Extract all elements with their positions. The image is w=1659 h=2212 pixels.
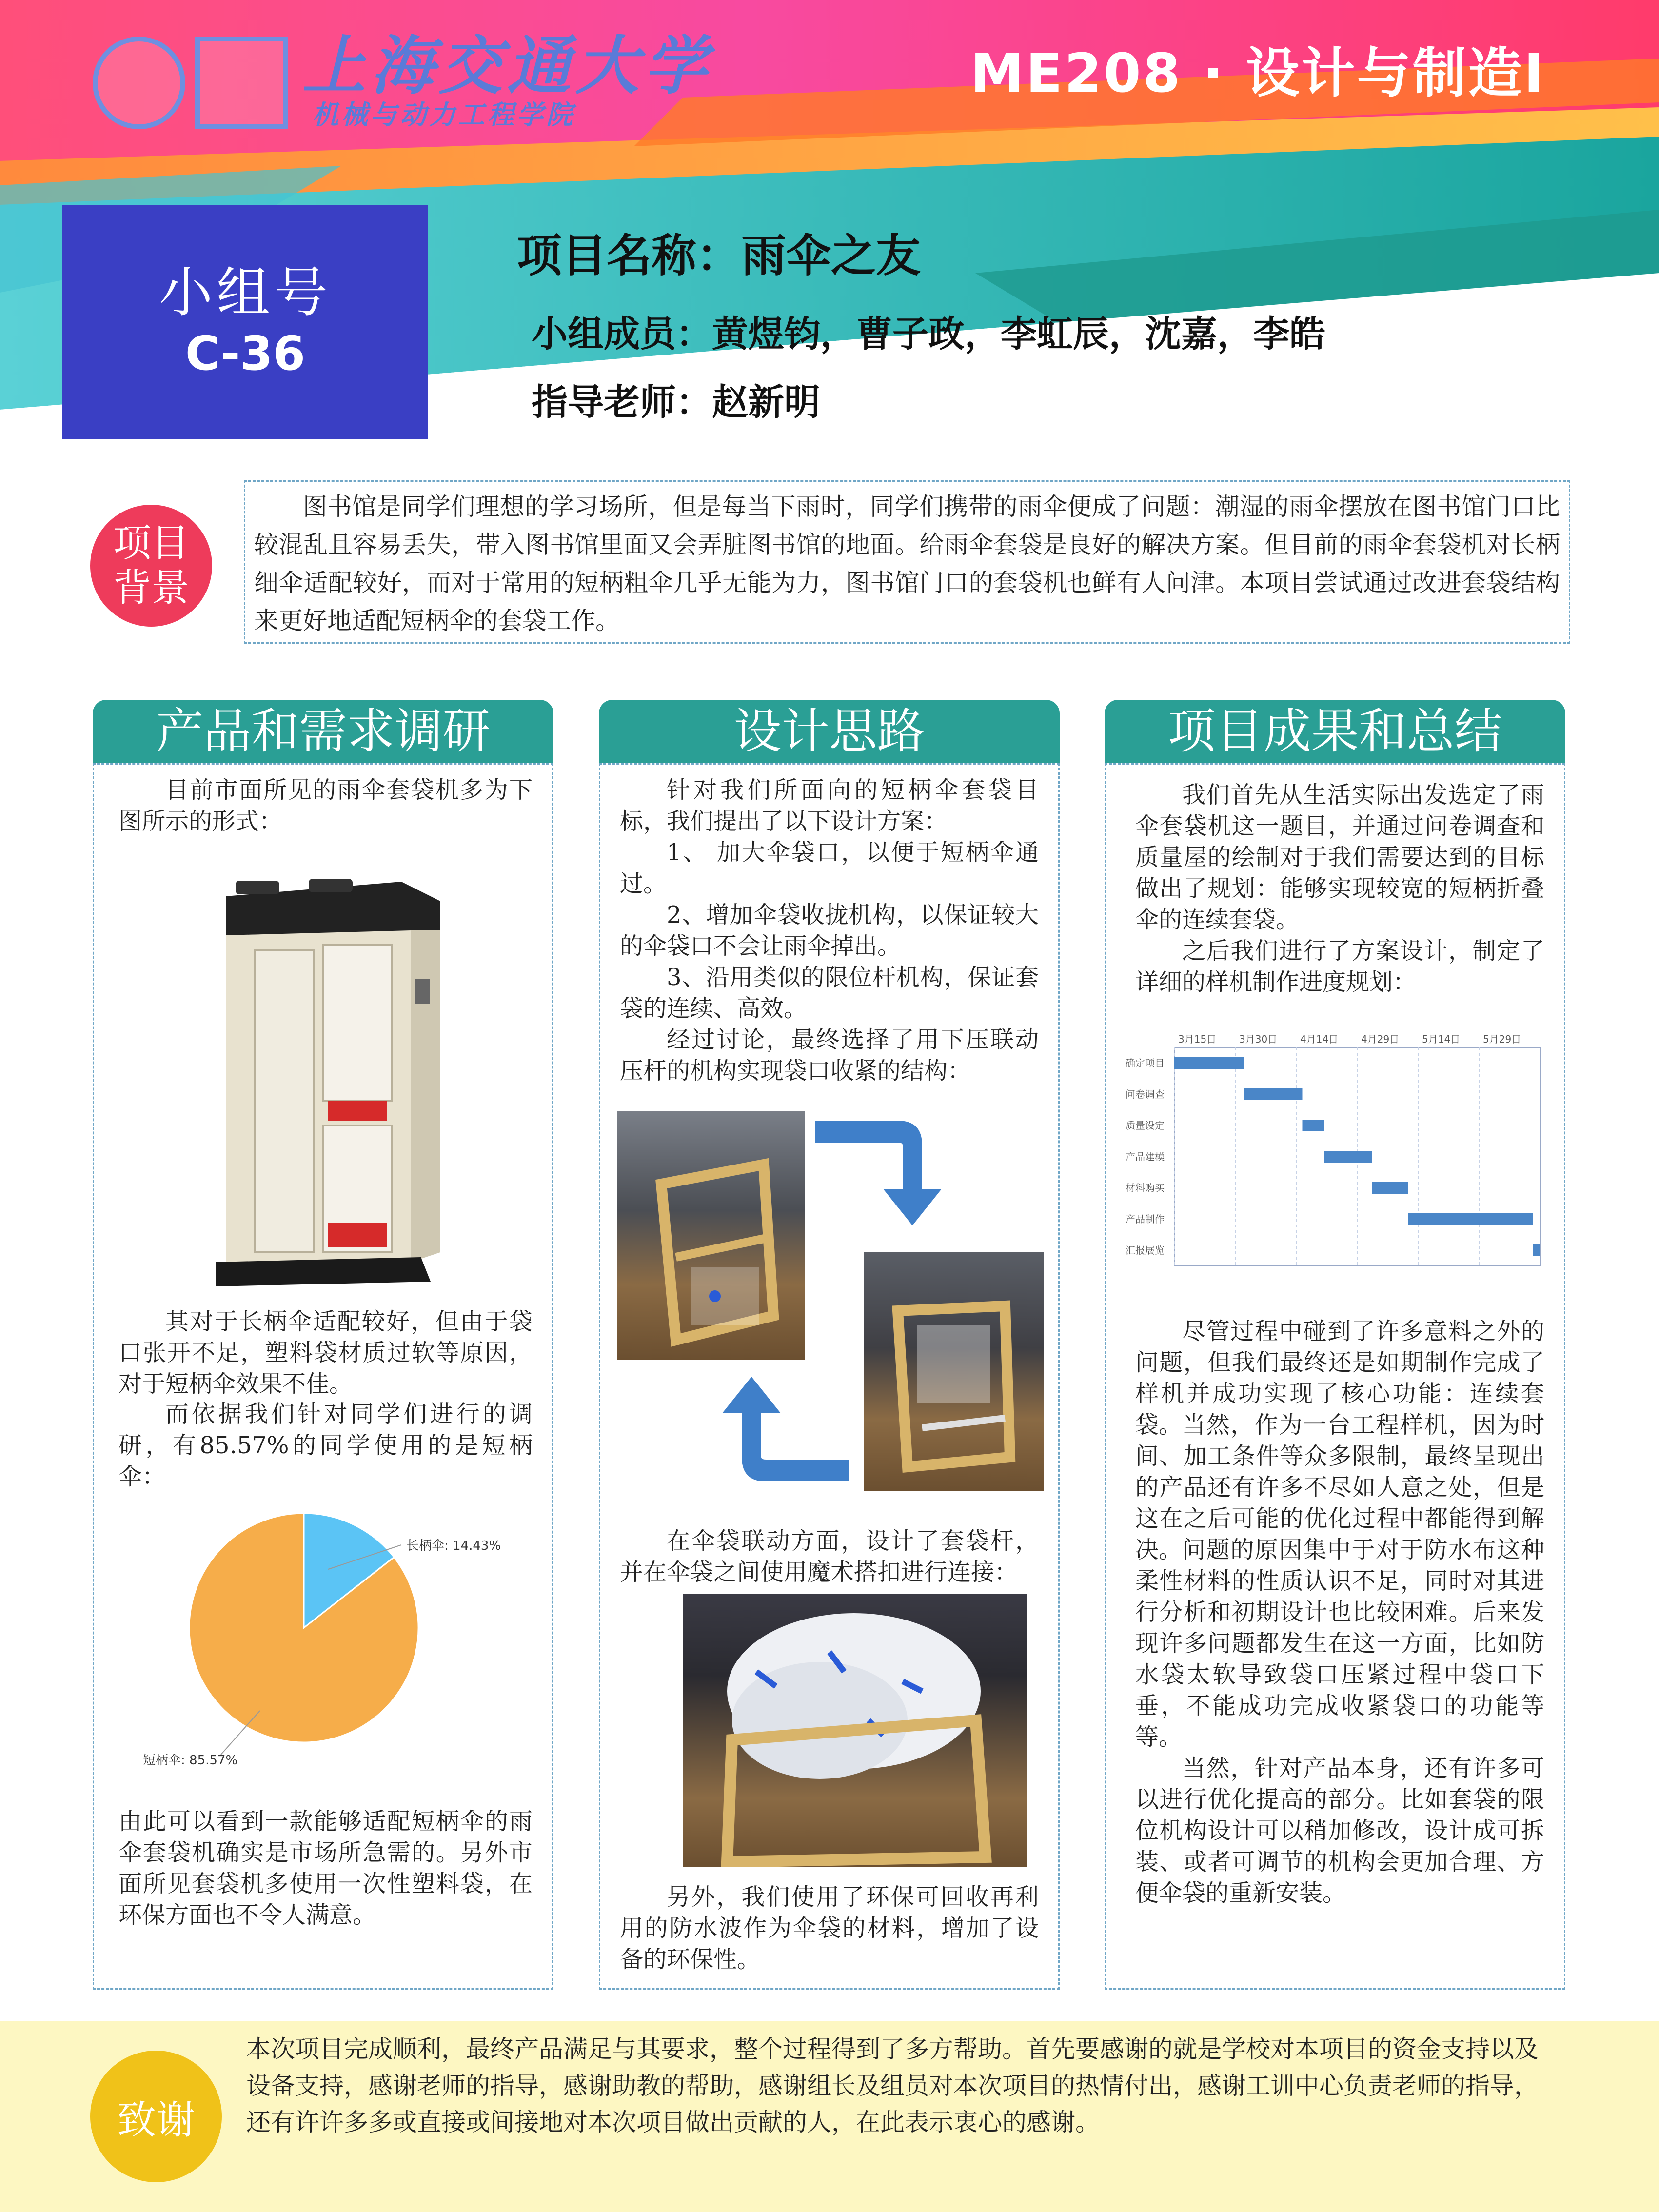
research-column — [93, 700, 553, 1990]
gantt-date-label: 4月14日 — [1300, 1033, 1339, 1045]
university-name: 上海交通大学 — [302, 28, 712, 103]
pie-label-long: 长柄伞: 14.43% — [406, 1539, 501, 1553]
gantt-task-label: 质量设定 — [1126, 1120, 1165, 1131]
background-badge — [90, 505, 212, 627]
gantt-task-bar — [1303, 1120, 1324, 1131]
results-p3: 尽管过程中碰到了许多意料之外的问题，但我们最终还是如期制作完成了样机并成功实现了核心功能：连续套袋。 — [1135, 1318, 1544, 1439]
project-name: 项目名称：雨伞之友 — [517, 230, 921, 282]
group-label: 小组号 — [159, 261, 332, 324]
background-badge-line1: 项目 — [113, 521, 189, 565]
thanks-text: 本次项目完成顺利，最终产品满足与其要求，整个过程得到了多方帮助。首先要感谢的就是学校对本项目的资金支持以及设备支持，感谢老师的指导，感谢助教的帮助，感谢组长及组员对本次项目的热情付出，感谢工训中心负责老师的指导，还有许许多多或直接或间接地对本次项目做出贡献的人，在此表示衷心的感谢。 — [246, 2035, 1539, 2136]
gantt-task-label: 材料购买 — [1126, 1182, 1165, 1194]
results-p1: 我们首先从生活实际出发选定了雨伞套袋机这一题目，并通过问卷调查和质量屋的绘制对于我们需要达到的目标做出了规划：能够实现较宽的短柄折叠伞的连续套袋。 — [1135, 781, 1544, 933]
research-title: 产品和需求调研 — [93, 700, 553, 763]
results-p2: 之后我们进行了方案设计，制定了详细的样机制作进度规划： — [1135, 937, 1544, 996]
schedule-gantt-chart — [1126, 1028, 1545, 1277]
design-body — [599, 763, 1060, 1990]
results-p4: 当然，作为一台工程样机，因为时间、加工条件等众多限制，最终呈现出的产品还有许多不尽如人意之处，但是这在之后可能的优化过程中都能得到解决。 — [1135, 1411, 1544, 1563]
design-p2: 1、 加大伞袋口，以便于短柄伞通过。 — [620, 839, 1039, 897]
gantt-date-label: 3月30日 — [1239, 1033, 1278, 1045]
gantt-task-bar — [1174, 1057, 1244, 1069]
design-p3: 2、增加伞袋收拢机构，以保证较大的伞袋口不会让雨伞掉出。 — [620, 901, 1039, 960]
gantt-date-label: 5月14日 — [1422, 1033, 1461, 1045]
prototype-photo-1 — [617, 1111, 805, 1360]
gantt-task-label: 问卷调查 — [1126, 1088, 1165, 1100]
gantt-date-label: 3月15日 — [1178, 1033, 1217, 1045]
results-title: 项目成果和总结 — [1105, 700, 1565, 763]
results-p5: 问题的原因集中于对于防水布这种柔性材料的性质认识不足，同时对其进行分析和初期设计也比较困难。后来发现许多问题都发生在这一方面，比如防水袋太软导致袋口压紧过程中袋口下垂，不能成功完成收紧袋口的功能等等。 — [1135, 1536, 1544, 1751]
gantt-date-label: 4月29日 — [1361, 1033, 1400, 1045]
design-title: 设计思路 — [599, 700, 1060, 763]
prototype-photo-2 — [864, 1252, 1044, 1491]
gantt-date-label: 5月29日 — [1483, 1033, 1521, 1045]
thanks-badge: 致谢 — [90, 2051, 222, 2182]
background-box — [244, 480, 1570, 644]
background-text: 图书馆是同学们理想的学习场所，但是每当下雨时，同学们携带的雨伞便成了问题：潮湿的雨伞摆放在图书馆门口比较混乱且容易丢失，带入图书馆里面又会弄脏图书馆的地面。给雨伞套袋是良好的解决方案。但目前的雨伞套袋机对长柄细伞适配较好，而对于常用的短柄粗伞几乎无能为力，图书馆门口的套袋机也鲜有人问津。本项目尝试通过改进套袋结构来更好地适配短柄伞的套袋工作。 — [254, 493, 1560, 635]
research-p3: 而依据我们针对同学们进行的调研，有85.57%的同学使用的是短柄伞： — [118, 1401, 533, 1490]
acknowledgement-section — [0, 2021, 1659, 2212]
course-title: ME208 · 设计与制造Ⅰ — [970, 42, 1546, 104]
research-p1: 目前市面所见的雨伞套袋机多为下图所示的形式： — [118, 776, 533, 835]
research-p2: 其对于长柄伞适配较好，但由于袋口张开不足，塑料袋材质过软等原因，对于短柄伞效果不佳。 — [118, 1308, 533, 1398]
project-members: 小组成员：黄煜钧，曹子政，李虹辰，沈嘉，李皓 — [532, 313, 1325, 355]
gantt-task-bar — [1408, 1213, 1533, 1225]
results-p6: 当然，针对产品本身，还有许多可以进行优化提高的部分。比如套袋的限位机构设计可以稍加修改，设计成可拆装、或者可调节的机构会更加合理、方便伞袋的重新安装。 — [1135, 1755, 1544, 1907]
design-p4: 3、沿用类似的限位杆机构，保证套袋的连续、高效。 — [620, 964, 1039, 1022]
curved-arrow-down-icon — [815, 1116, 966, 1228]
gantt-task-bar — [1324, 1151, 1372, 1163]
university-seal-icon — [93, 37, 185, 129]
gantt-task-bar — [1533, 1244, 1540, 1256]
group-number-box — [62, 205, 428, 439]
umbrella-type-pie-chart — [99, 1481, 538, 1784]
centennial-logo-icon — [195, 37, 288, 129]
gantt-task-label: 产品制作 — [1126, 1213, 1165, 1225]
gantt-task-bar — [1244, 1088, 1303, 1100]
results-column — [1105, 700, 1565, 1990]
project-advisor: 指导老师：赵新明 — [532, 381, 820, 423]
umbrella-bagging-machine-image — [197, 872, 440, 1286]
background-badge-line2: 背景 — [113, 566, 189, 610]
group-id: C-36 — [185, 326, 306, 381]
design-column — [599, 700, 1060, 1990]
curved-arrow-up-icon — [708, 1374, 849, 1486]
gantt-task-bar — [1372, 1182, 1408, 1194]
prototype-photo-3 — [683, 1594, 1027, 1867]
design-p1: 针对我们所面向的短柄伞套袋目标，我们提出了以下设计方案： — [620, 776, 1039, 835]
design-p6: 在伞袋联动方面，设计了套袋杆，并在伞袋之间使用魔术搭扣进行连接： — [620, 1527, 1039, 1586]
gantt-task-label: 汇报展览 — [1126, 1244, 1165, 1256]
results-body — [1105, 763, 1565, 1990]
design-p7: 另外，我们使用了环保可回收再利用的防水波作为伞袋的材料，增加了设备的环保性。 — [620, 1883, 1039, 1973]
pie-label-short: 短柄伞: 85.57% — [143, 1753, 238, 1768]
school-name: 机械与动力工程学院 — [312, 99, 575, 130]
research-p4: 由此可以看到一款能够适配短柄伞的雨伞套袋机确实是市场所急需的。另外市面所见套袋机多使用一次性塑料袋，在环保方面也不令人满意。 — [118, 1808, 533, 1929]
design-p5: 经过讨论，最终选择了用下压联动压杆的机构实现袋口收紧的结构： — [620, 1026, 1039, 1085]
gantt-task-label: 产品建模 — [1126, 1151, 1165, 1163]
gantt-task-label: 确定项目 — [1126, 1057, 1165, 1069]
research-body — [93, 763, 553, 1990]
